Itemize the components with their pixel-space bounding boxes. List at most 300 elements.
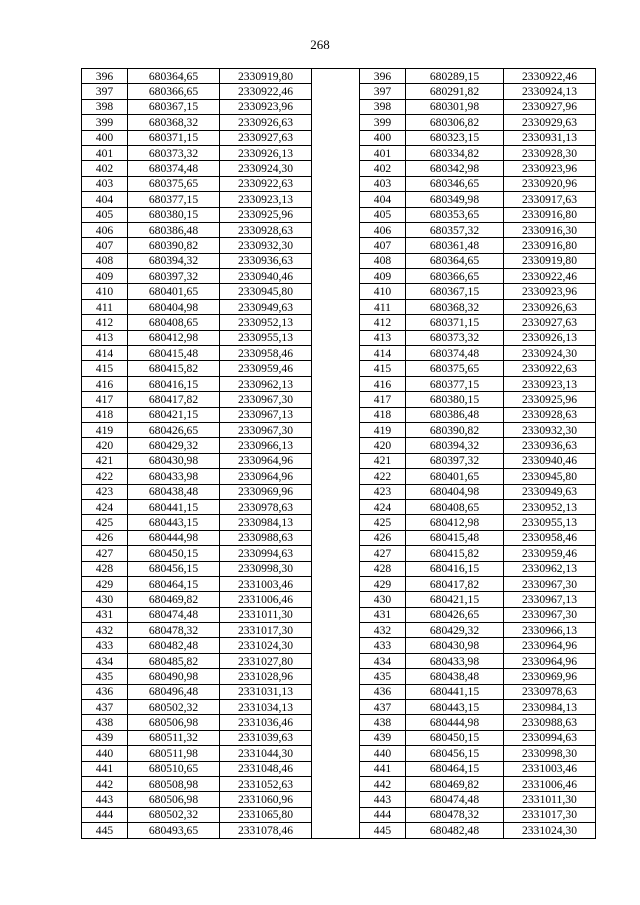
left-x-coordinate: 680377,15 [128, 192, 220, 207]
left-y-coordinate: 2330955,13 [220, 330, 312, 345]
left-y-coordinate: 2330936,63 [220, 253, 312, 268]
right-x-coordinate: 680433,98 [406, 653, 504, 668]
right-y-coordinate: 2330959,46 [504, 546, 596, 561]
right-x-coordinate: 680456,15 [406, 746, 504, 761]
table-row [82, 546, 596, 561]
column-gap [312, 330, 360, 345]
right-point-number: 406 [360, 222, 406, 237]
left-y-coordinate: 2331006,46 [220, 592, 312, 607]
left-y-coordinate: 2331034,13 [220, 700, 312, 715]
right-x-coordinate: 680430,98 [406, 638, 504, 653]
left-y-coordinate: 2330923,13 [220, 192, 312, 207]
right-y-coordinate: 2330916,30 [504, 222, 596, 237]
table-row [82, 623, 596, 638]
left-x-coordinate: 680364,65 [128, 69, 220, 84]
left-x-coordinate: 680490,98 [128, 669, 220, 684]
right-point-number: 397 [360, 84, 406, 99]
right-y-coordinate: 2330924,13 [504, 84, 596, 99]
left-x-coordinate: 680482,48 [128, 638, 220, 653]
right-point-number: 423 [360, 484, 406, 499]
left-point-number: 445 [82, 823, 128, 838]
column-gap [312, 653, 360, 668]
left-x-coordinate: 680502,32 [128, 807, 220, 822]
right-y-coordinate: 2330967,30 [504, 576, 596, 591]
right-y-coordinate: 2330916,80 [504, 238, 596, 253]
right-point-number: 403 [360, 176, 406, 191]
left-point-number: 415 [82, 361, 128, 376]
right-point-number: 411 [360, 299, 406, 314]
left-point-number: 429 [82, 576, 128, 591]
right-x-coordinate: 680478,32 [406, 807, 504, 822]
left-x-coordinate: 680433,98 [128, 469, 220, 484]
left-point-number: 428 [82, 561, 128, 576]
left-point-number: 435 [82, 669, 128, 684]
right-point-number: 424 [360, 499, 406, 514]
left-y-coordinate: 2330945,80 [220, 284, 312, 299]
right-point-number: 417 [360, 392, 406, 407]
column-gap [312, 499, 360, 514]
left-x-coordinate: 680438,48 [128, 484, 220, 499]
right-point-number: 442 [360, 776, 406, 791]
column-gap [312, 776, 360, 791]
right-x-coordinate: 680346,65 [406, 176, 504, 191]
left-x-coordinate: 680373,32 [128, 145, 220, 160]
column-gap [312, 361, 360, 376]
left-point-number: 440 [82, 746, 128, 761]
left-x-coordinate: 680368,32 [128, 115, 220, 130]
table-row [82, 499, 596, 514]
right-x-coordinate: 680342,98 [406, 161, 504, 176]
right-y-coordinate: 2330964,96 [504, 653, 596, 668]
left-y-coordinate: 2330967,30 [220, 392, 312, 407]
left-x-coordinate: 680390,82 [128, 238, 220, 253]
right-x-coordinate: 680394,32 [406, 438, 504, 453]
right-y-coordinate: 2330978,63 [504, 684, 596, 699]
right-x-coordinate: 680450,15 [406, 730, 504, 745]
left-x-coordinate: 680496,48 [128, 684, 220, 699]
left-y-coordinate: 2331027,80 [220, 653, 312, 668]
left-point-number: 404 [82, 192, 128, 207]
table-row [82, 253, 596, 268]
right-x-coordinate: 680373,32 [406, 330, 504, 345]
left-point-number: 439 [82, 730, 128, 745]
right-y-coordinate: 2330967,13 [504, 592, 596, 607]
right-x-coordinate: 680349,98 [406, 192, 504, 207]
table-row [82, 469, 596, 484]
column-gap [312, 607, 360, 622]
left-x-coordinate: 680510,65 [128, 761, 220, 776]
table-row [82, 161, 596, 176]
right-x-coordinate: 680415,82 [406, 546, 504, 561]
right-y-coordinate: 2330929,63 [504, 115, 596, 130]
left-y-coordinate: 2331060,96 [220, 792, 312, 807]
right-y-coordinate: 2330952,13 [504, 499, 596, 514]
left-y-coordinate: 2331078,46 [220, 823, 312, 838]
right-x-coordinate: 680415,48 [406, 530, 504, 545]
left-point-number: 427 [82, 546, 128, 561]
right-point-number: 414 [360, 346, 406, 361]
coordinates-table-body [82, 69, 596, 839]
right-x-coordinate: 680357,32 [406, 222, 504, 237]
table-row [82, 453, 596, 468]
right-x-coordinate: 680426,65 [406, 607, 504, 622]
left-point-number: 411 [82, 299, 128, 314]
left-point-number: 413 [82, 330, 128, 345]
right-point-number: 404 [360, 192, 406, 207]
right-x-coordinate: 680386,48 [406, 407, 504, 422]
table-row [82, 130, 596, 145]
left-point-number: 421 [82, 453, 128, 468]
left-point-number: 433 [82, 638, 128, 653]
left-y-coordinate: 2331048,46 [220, 761, 312, 776]
left-point-number: 407 [82, 238, 128, 253]
left-y-coordinate: 2330927,63 [220, 130, 312, 145]
column-gap [312, 84, 360, 99]
table-row [82, 530, 596, 545]
right-y-coordinate: 2330955,13 [504, 515, 596, 530]
right-y-coordinate: 2330945,80 [504, 469, 596, 484]
left-y-coordinate: 2331017,30 [220, 623, 312, 638]
table-row [82, 484, 596, 499]
left-point-number: 403 [82, 176, 128, 191]
right-point-number: 433 [360, 638, 406, 653]
right-point-number: 420 [360, 438, 406, 453]
right-point-number: 407 [360, 238, 406, 253]
left-point-number: 405 [82, 207, 128, 222]
right-x-coordinate: 680417,82 [406, 576, 504, 591]
table-row [82, 407, 596, 422]
left-point-number: 400 [82, 130, 128, 145]
column-gap [312, 69, 360, 84]
left-y-coordinate: 2330949,63 [220, 299, 312, 314]
right-y-coordinate: 2330949,63 [504, 484, 596, 499]
left-y-coordinate: 2330926,13 [220, 145, 312, 160]
right-x-coordinate: 680306,82 [406, 115, 504, 130]
right-point-number: 444 [360, 807, 406, 822]
table-row [82, 145, 596, 160]
column-gap [312, 561, 360, 576]
left-x-coordinate: 680508,98 [128, 776, 220, 791]
right-y-coordinate: 2330994,63 [504, 730, 596, 745]
left-point-number: 441 [82, 761, 128, 776]
table-row [82, 715, 596, 730]
right-y-coordinate: 2331006,46 [504, 776, 596, 791]
left-point-number: 417 [82, 392, 128, 407]
left-point-number: 422 [82, 469, 128, 484]
left-point-number: 432 [82, 623, 128, 638]
column-gap [312, 484, 360, 499]
right-y-coordinate: 2330922,46 [504, 269, 596, 284]
right-x-coordinate: 680364,65 [406, 253, 504, 268]
right-y-coordinate: 2330966,13 [504, 623, 596, 638]
column-gap [312, 376, 360, 391]
right-point-number: 441 [360, 761, 406, 776]
left-point-number: 416 [82, 376, 128, 391]
left-point-number: 434 [82, 653, 128, 668]
left-y-coordinate: 2331024,30 [220, 638, 312, 653]
column-gap [312, 115, 360, 130]
right-x-coordinate: 680361,48 [406, 238, 504, 253]
right-y-coordinate: 2330916,80 [504, 207, 596, 222]
left-point-number: 396 [82, 69, 128, 84]
right-y-coordinate: 2330917,63 [504, 192, 596, 207]
column-gap [312, 592, 360, 607]
column-gap [312, 269, 360, 284]
right-x-coordinate: 680444,98 [406, 715, 504, 730]
left-x-coordinate: 680429,32 [128, 438, 220, 453]
right-y-coordinate: 2330962,13 [504, 561, 596, 576]
left-x-coordinate: 680416,15 [128, 376, 220, 391]
left-x-coordinate: 680417,82 [128, 392, 220, 407]
right-point-number: 435 [360, 669, 406, 684]
table-row [82, 115, 596, 130]
left-y-coordinate: 2330988,63 [220, 530, 312, 545]
table-row [82, 669, 596, 684]
table-row [82, 730, 596, 745]
right-x-coordinate: 680429,32 [406, 623, 504, 638]
right-x-coordinate: 680421,15 [406, 592, 504, 607]
left-y-coordinate: 2330994,63 [220, 546, 312, 561]
left-point-number: 408 [82, 253, 128, 268]
right-point-number: 408 [360, 253, 406, 268]
column-gap [312, 238, 360, 253]
right-x-coordinate: 680441,15 [406, 684, 504, 699]
left-point-number: 402 [82, 161, 128, 176]
left-y-coordinate: 2330959,46 [220, 361, 312, 376]
column-gap [312, 207, 360, 222]
left-x-coordinate: 680444,98 [128, 530, 220, 545]
left-x-coordinate: 680485,82 [128, 653, 220, 668]
right-x-coordinate: 680397,32 [406, 453, 504, 468]
table-row [82, 284, 596, 299]
left-y-coordinate: 2330967,30 [220, 422, 312, 437]
right-point-number: 439 [360, 730, 406, 745]
table-row [82, 561, 596, 576]
right-x-coordinate: 680374,48 [406, 346, 504, 361]
right-y-coordinate: 2330932,30 [504, 422, 596, 437]
column-gap [312, 392, 360, 407]
right-y-coordinate: 2330940,46 [504, 453, 596, 468]
left-x-coordinate: 680456,15 [128, 561, 220, 576]
left-point-number: 436 [82, 684, 128, 699]
right-x-coordinate: 680366,65 [406, 269, 504, 284]
right-point-number: 399 [360, 115, 406, 130]
left-x-coordinate: 680450,15 [128, 546, 220, 561]
left-x-coordinate: 680371,15 [128, 130, 220, 145]
left-x-coordinate: 680412,98 [128, 330, 220, 345]
left-x-coordinate: 680397,32 [128, 269, 220, 284]
left-x-coordinate: 680415,82 [128, 361, 220, 376]
right-y-coordinate: 2330931,13 [504, 130, 596, 145]
right-x-coordinate: 680469,82 [406, 776, 504, 791]
right-point-number: 418 [360, 407, 406, 422]
column-gap [312, 669, 360, 684]
table-row [82, 638, 596, 653]
table-row [82, 299, 596, 314]
column-gap [312, 823, 360, 838]
table-row [82, 422, 596, 437]
right-point-number: 422 [360, 469, 406, 484]
left-x-coordinate: 680430,98 [128, 453, 220, 468]
left-point-number: 437 [82, 700, 128, 715]
coordinates-table [81, 68, 596, 839]
column-gap [312, 407, 360, 422]
right-point-number: 445 [360, 823, 406, 838]
left-x-coordinate: 680511,32 [128, 730, 220, 745]
left-x-coordinate: 680404,98 [128, 299, 220, 314]
table-row [82, 576, 596, 591]
right-point-number: 400 [360, 130, 406, 145]
column-gap [312, 192, 360, 207]
left-x-coordinate: 680375,65 [128, 176, 220, 191]
left-x-coordinate: 680401,65 [128, 284, 220, 299]
left-x-coordinate: 680469,82 [128, 592, 220, 607]
left-point-number: 430 [82, 592, 128, 607]
right-point-number: 405 [360, 207, 406, 222]
column-gap [312, 730, 360, 745]
right-point-number: 410 [360, 284, 406, 299]
column-gap [312, 453, 360, 468]
left-y-coordinate: 2331003,46 [220, 576, 312, 591]
left-y-coordinate: 2331028,96 [220, 669, 312, 684]
table-row [82, 746, 596, 761]
table-row [82, 330, 596, 345]
right-point-number: 425 [360, 515, 406, 530]
left-x-coordinate: 680474,48 [128, 607, 220, 622]
left-point-number: 420 [82, 438, 128, 453]
left-x-coordinate: 680511,98 [128, 746, 220, 761]
left-x-coordinate: 680478,32 [128, 623, 220, 638]
left-x-coordinate: 680380,15 [128, 207, 220, 222]
left-y-coordinate: 2330952,13 [220, 315, 312, 330]
right-x-coordinate: 680412,98 [406, 515, 504, 530]
right-point-number: 434 [360, 653, 406, 668]
left-x-coordinate: 680374,48 [128, 161, 220, 176]
left-y-coordinate: 2330966,13 [220, 438, 312, 453]
right-point-number: 421 [360, 453, 406, 468]
left-point-number: 425 [82, 515, 128, 530]
left-point-number: 397 [82, 84, 128, 99]
column-gap [312, 299, 360, 314]
left-y-coordinate: 2330928,63 [220, 222, 312, 237]
table-row [82, 192, 596, 207]
right-y-coordinate: 2330988,63 [504, 715, 596, 730]
left-point-number: 438 [82, 715, 128, 730]
right-y-coordinate: 2331024,30 [504, 823, 596, 838]
right-y-coordinate: 2330924,30 [504, 346, 596, 361]
right-x-coordinate: 680482,48 [406, 823, 504, 838]
left-y-coordinate: 2330923,96 [220, 99, 312, 114]
left-y-coordinate: 2330958,46 [220, 346, 312, 361]
left-y-coordinate: 2330924,30 [220, 161, 312, 176]
left-x-coordinate: 680366,65 [128, 84, 220, 99]
column-gap [312, 422, 360, 437]
column-gap [312, 346, 360, 361]
right-y-coordinate: 2330967,30 [504, 607, 596, 622]
left-y-coordinate: 2330984,13 [220, 515, 312, 530]
left-x-coordinate: 680464,15 [128, 576, 220, 591]
right-x-coordinate: 680408,65 [406, 499, 504, 514]
right-y-coordinate: 2330926,13 [504, 330, 596, 345]
table-row [82, 776, 596, 791]
left-point-number: 443 [82, 792, 128, 807]
column-gap [312, 222, 360, 237]
left-y-coordinate: 2331044,30 [220, 746, 312, 761]
left-point-number: 399 [82, 115, 128, 130]
left-y-coordinate: 2330922,46 [220, 84, 312, 99]
column-gap [312, 438, 360, 453]
table-row [82, 269, 596, 284]
right-x-coordinate: 680404,98 [406, 484, 504, 499]
right-point-number: 436 [360, 684, 406, 699]
table-row [82, 607, 596, 622]
table-row [82, 515, 596, 530]
right-y-coordinate: 2330922,63 [504, 361, 596, 376]
right-point-number: 431 [360, 607, 406, 622]
right-point-number: 426 [360, 530, 406, 545]
right-point-number: 437 [360, 700, 406, 715]
left-point-number: 410 [82, 284, 128, 299]
left-y-coordinate: 2330964,96 [220, 453, 312, 468]
left-x-coordinate: 680506,98 [128, 715, 220, 730]
left-y-coordinate: 2331039,63 [220, 730, 312, 745]
left-y-coordinate: 2330925,96 [220, 207, 312, 222]
right-point-number: 428 [360, 561, 406, 576]
right-y-coordinate: 2330920,96 [504, 176, 596, 191]
table-row [82, 592, 596, 607]
left-point-number: 444 [82, 807, 128, 822]
left-y-coordinate: 2330919,80 [220, 69, 312, 84]
left-x-coordinate: 680367,15 [128, 99, 220, 114]
right-x-coordinate: 680367,15 [406, 284, 504, 299]
right-point-number: 432 [360, 623, 406, 638]
left-y-coordinate: 2330940,46 [220, 269, 312, 284]
right-x-coordinate: 680438,48 [406, 669, 504, 684]
right-point-number: 413 [360, 330, 406, 345]
left-x-coordinate: 680408,65 [128, 315, 220, 330]
left-y-coordinate: 2330964,96 [220, 469, 312, 484]
right-y-coordinate: 2330984,13 [504, 700, 596, 715]
column-gap [312, 792, 360, 807]
right-y-coordinate: 2330925,96 [504, 392, 596, 407]
right-point-number: 415 [360, 361, 406, 376]
right-y-coordinate: 2330928,30 [504, 145, 596, 160]
right-x-coordinate: 680291,82 [406, 84, 504, 99]
left-point-number: 398 [82, 99, 128, 114]
right-y-coordinate: 2331017,30 [504, 807, 596, 822]
table-row [82, 207, 596, 222]
right-y-coordinate: 2330958,46 [504, 530, 596, 545]
left-point-number: 426 [82, 530, 128, 545]
column-gap [312, 253, 360, 268]
left-y-coordinate: 2331031,13 [220, 684, 312, 699]
right-x-coordinate: 680301,98 [406, 99, 504, 114]
right-point-number: 443 [360, 792, 406, 807]
left-point-number: 414 [82, 346, 128, 361]
column-gap [312, 145, 360, 160]
page-number: 268 [310, 37, 330, 52]
table-row [82, 684, 596, 699]
right-x-coordinate: 680334,82 [406, 145, 504, 160]
table-row [82, 392, 596, 407]
right-x-coordinate: 680401,65 [406, 469, 504, 484]
left-point-number: 401 [82, 145, 128, 160]
column-gap [312, 746, 360, 761]
column-gap [312, 530, 360, 545]
left-point-number: 418 [82, 407, 128, 422]
column-gap [312, 700, 360, 715]
left-point-number: 409 [82, 269, 128, 284]
